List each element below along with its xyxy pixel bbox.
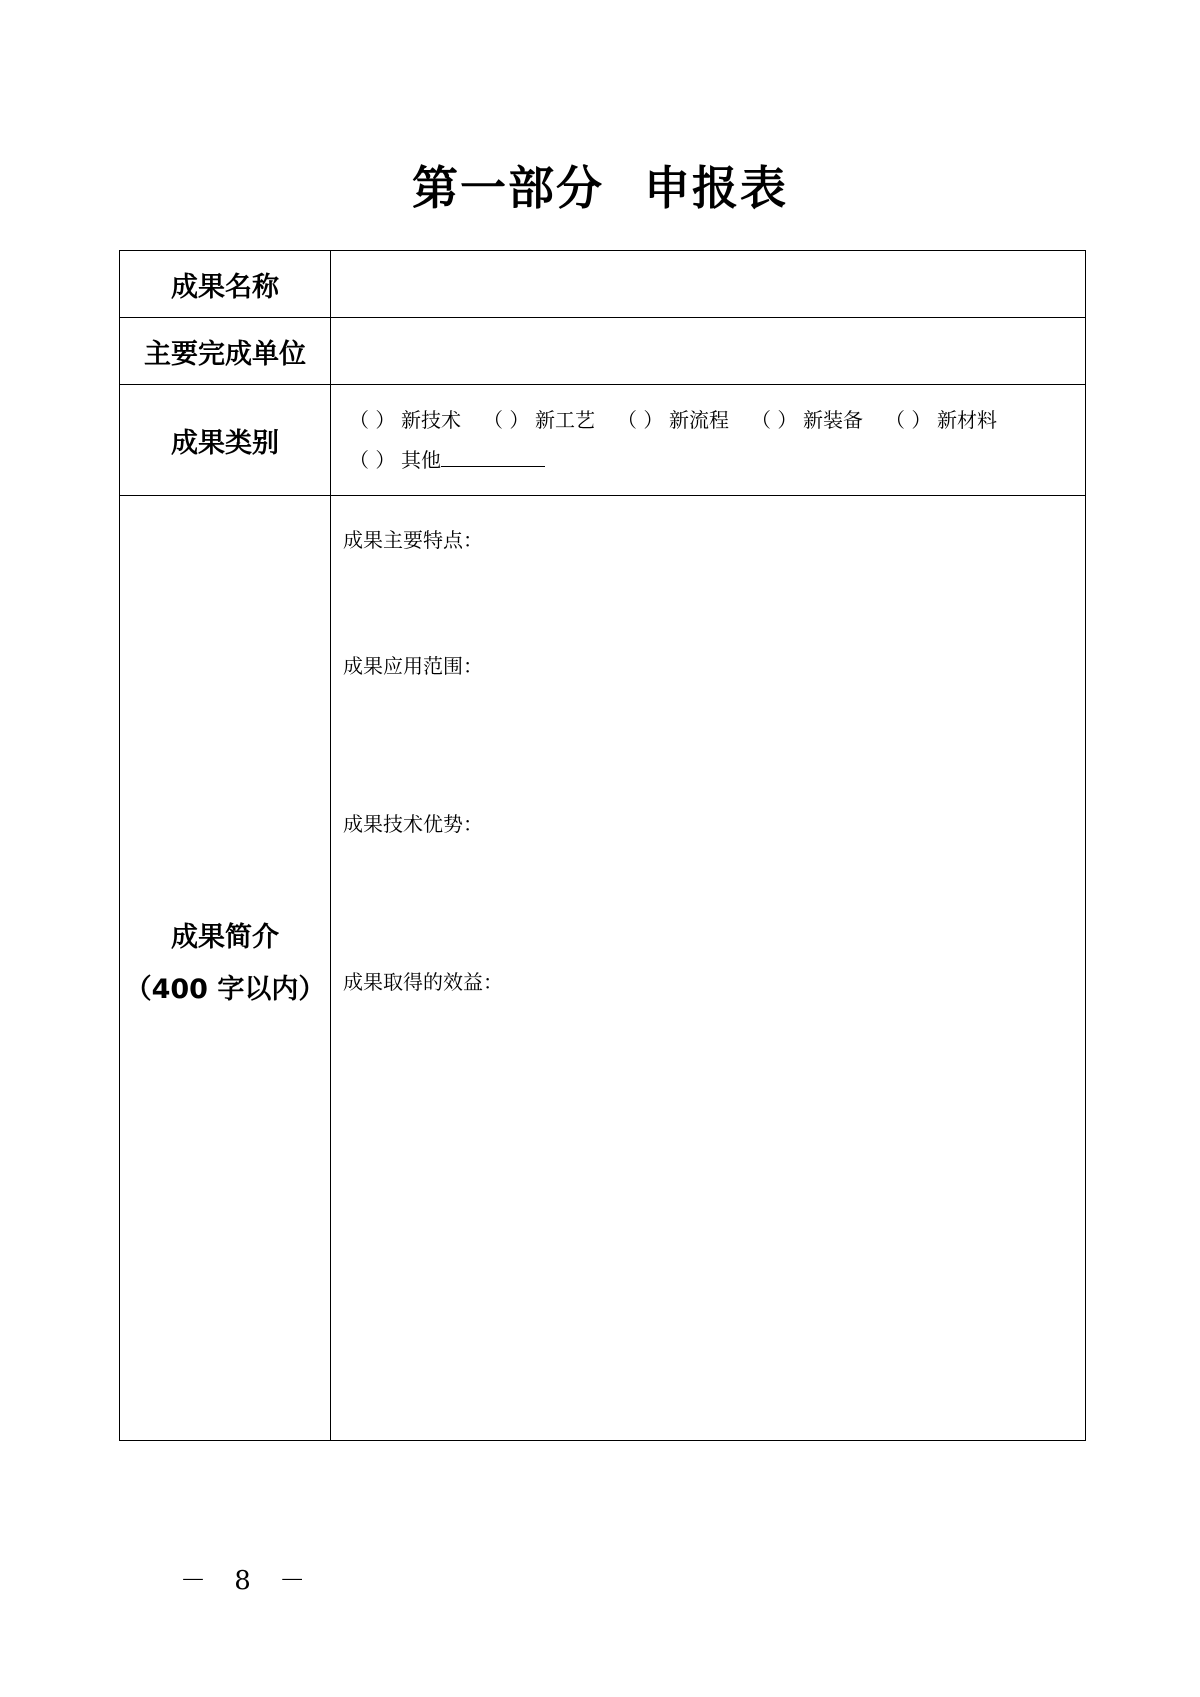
category-option-new-tech[interactable]: （ ） 新技术 [349, 408, 461, 432]
intro-item-advantages: 成果技术优势： [343, 812, 483, 836]
category-option-other[interactable]: （ ） 其他 [349, 440, 545, 480]
title-form: 申报表 [644, 161, 788, 215]
intro-label: 成果简介 [171, 922, 279, 953]
other-blank-line[interactable] [441, 446, 545, 467]
title-part: 第一部分 [412, 161, 604, 215]
intro-word-limit: （400 字以内） [124, 974, 326, 1005]
intro-item-benefits: 成果取得的效益： [343, 970, 503, 994]
name-label: 成果名称 [120, 251, 331, 318]
table-row-name [120, 251, 1086, 318]
name-field[interactable] [331, 251, 1086, 318]
intro-item-scope: 成果应用范围： [343, 654, 483, 678]
category-option-new-equipment[interactable]: （ ） 新装备 [751, 408, 863, 432]
category-label: 成果类别 [120, 385, 331, 496]
category-options [331, 385, 1086, 496]
page-number: － 8 － [180, 1566, 316, 1596]
table-row-category [120, 385, 1086, 496]
intro-item-features: 成果主要特点： [343, 528, 483, 552]
application-form-table [119, 250, 1086, 1441]
category-option-new-workflow[interactable]: （ ） 新流程 [617, 408, 729, 432]
intro-field[interactable] [331, 496, 1086, 1441]
category-option-new-process[interactable]: （ ） 新工艺 [483, 408, 595, 432]
intro-label-cell [120, 496, 331, 1441]
category-option-new-material[interactable]: （ ） 新材料 [885, 408, 997, 432]
page-title [0, 158, 1200, 218]
unit-label: 主要完成单位 [120, 318, 331, 385]
unit-field[interactable] [331, 318, 1086, 385]
table-row-unit [120, 318, 1086, 385]
table-row-intro [120, 496, 1086, 1441]
